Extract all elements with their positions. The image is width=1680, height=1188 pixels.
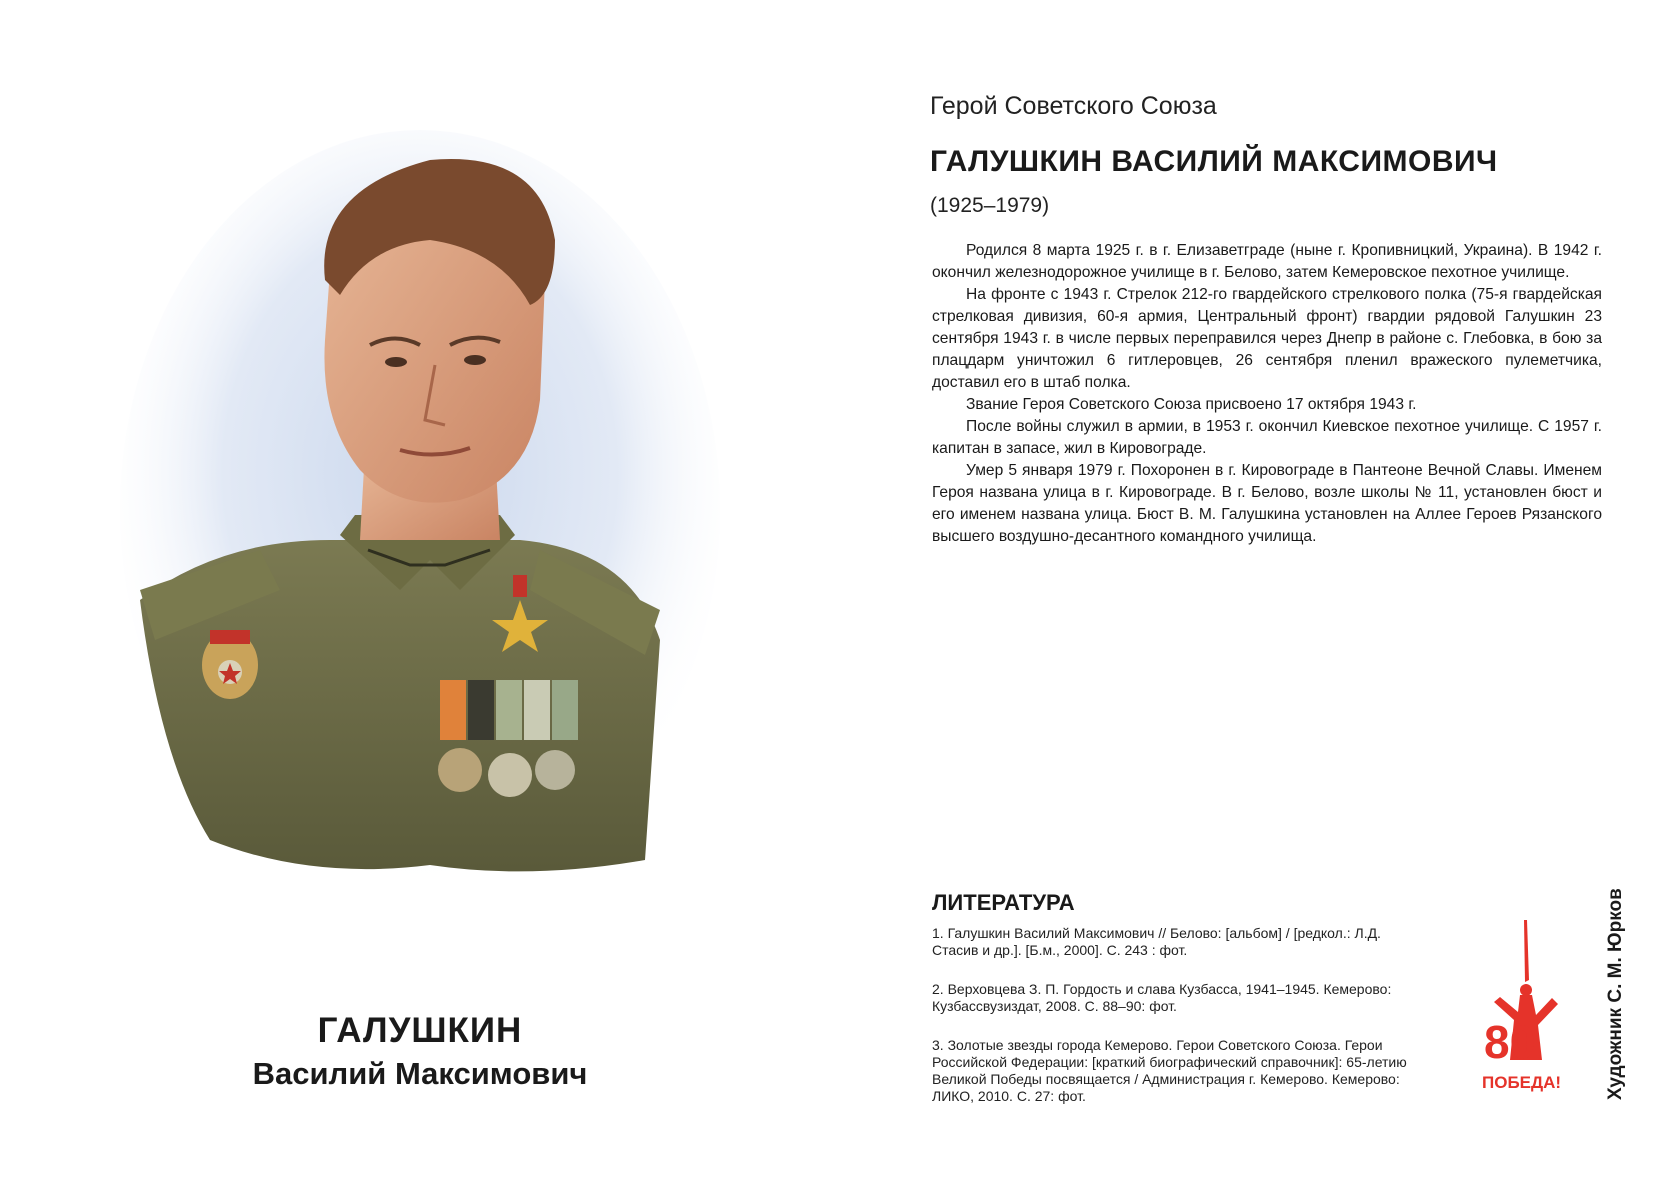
literature-list <box>932 925 1412 1127</box>
literature-heading: ЛИТЕРАТУРА <box>932 890 1075 915</box>
bio-paragraph: На фронте с 1943 г. Стрелок 212-го гвардейского стрелкового полка (75-я гвардейская стрелковая дивизия, 60-я армия, Центральный фронт) гвардии рядовой Галушкин 23 сентября 1943 г. в числе первых переправился через Днепр в районе с. Глебовка, в бою за плацдарм уничтожил 6 гитлеровцев, 26 сентября пленил вражеского пулеметчика, доставил его в штаб полка. <box>932 286 1602 391</box>
guards-badge <box>202 630 258 699</box>
hero-portrait <box>100 120 740 965</box>
head <box>324 159 555 503</box>
bio-paragraph: Родился 8 марта 1925 г. в г. Елизаветграде (ныне г. Кропивницкий, Украина). В 1942 г. окончил железнодорожное училище в г. Белово, затем Кемеровское пехотное училище. <box>932 242 1602 281</box>
bio-paragraph: После войны служил в армии, в 1953 г. окончил Киевское пехотное училище. С 1957 г. капитан в запасе, жил в Кировограде. <box>932 418 1602 457</box>
portrait-caption <box>100 1010 740 1094</box>
caption-surname: ГАЛУШКИН <box>317 1011 523 1050</box>
literature-item: 1. Галушкин Василий Максимович // Белово: [альбом] / [редкол.: Л.Д. Стасив и др.]. [Б.м., 2000]. С. 243 : фот. <box>932 925 1381 958</box>
literature-item: 3. Золотые звезды города Кемерово. Герои Советского Союза. Герои Российской Федерации: [краткий биографический справочник]: 65-летию Великой Победы посвящается / Администрация г. Кемерово. Кемерово: ЛИКО, 2010. С. 27: фот. <box>932 1037 1407 1104</box>
literature-item: 2. Верховцева З. П. Гордость и слава Кузбасса, 1941–1945. Кемерово: Кузбассвузиздат, 2008. С. 88–90: фот. <box>932 981 1392 1014</box>
page-subtitle: Герой Советского Союза <box>930 92 1217 120</box>
logo-number: 80 <box>1484 1016 1536 1068</box>
medal-ribbons <box>438 680 578 797</box>
artist-credit: Художник С. М. Юрков <box>1605 888 1626 1100</box>
page-title: ГАЛУШКИН ВАСИЛИЙ МАКСИМОВИЧ <box>930 145 1498 178</box>
bio-paragraph: Умер 5 января 1979 г. Похоронен в г. Кировограде в Пантеоне Вечной Славы. Именем Героя названа улица в г. Кировограде. В г. Белово, возле школы № 11, установлен бюст и его именем названа улица. Бюст В. М. Галушкина установлен на Аллее Героев Рязанского высшего воздушно-десантного командного училища. <box>932 462 1602 545</box>
victory-80-logo <box>1480 920 1576 1105</box>
biography <box>932 240 1602 548</box>
life-years: (1925–1979) <box>930 194 1050 217</box>
bio-paragraph: Звание Героя Советского Союза присвоено 17 октября 1943 г. <box>966 396 1417 413</box>
caption-given-name: Василий Максимович <box>252 1056 588 1091</box>
logo-text: ПОБЕДА! <box>1482 1073 1562 1092</box>
